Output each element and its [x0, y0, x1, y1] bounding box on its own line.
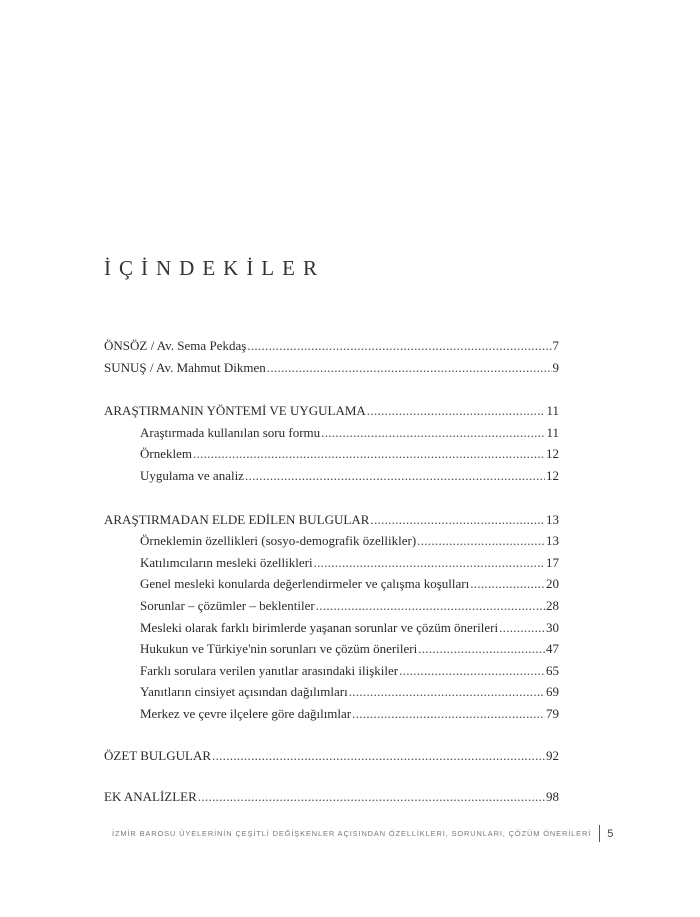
toc-page-number: 28 — [546, 597, 559, 613]
toc-entry-label: Sorunlar – çözümler – beklentiler — [140, 597, 315, 613]
toc-entry-label: ARAŞTIRMANIN YÖNTEMİ VE UYGULAMA — [104, 403, 366, 419]
toc-subentry-mesleki-ozellikler[interactable] — [104, 552, 559, 574]
toc-subentry-uygulama[interactable] — [104, 465, 559, 487]
dot-leader — [370, 509, 545, 531]
toc-subentry-iliskiler[interactable] — [104, 660, 559, 682]
toc-page-number: 13 — [546, 533, 559, 549]
toc-subentry-merkez-cevre[interactable] — [104, 703, 559, 725]
toc-page-number: 9 — [552, 359, 559, 375]
toc-page-number: 13 — [546, 511, 559, 527]
dot-leader — [417, 530, 545, 552]
toc-page-number: 79 — [546, 705, 559, 721]
dot-leader — [267, 357, 552, 379]
toc-page-number: 12 — [546, 446, 559, 462]
toc-page-number: 30 — [546, 619, 559, 635]
toc-page-number: 7 — [552, 338, 559, 353]
dot-leader — [470, 573, 545, 595]
toc-page-number: 12 — [546, 467, 559, 483]
toc-page-number: 65 — [546, 662, 559, 678]
toc-subentry-soru-formu[interactable] — [104, 422, 559, 444]
page-footer — [112, 825, 613, 842]
dot-leader — [212, 745, 545, 767]
dot-leader — [314, 552, 545, 574]
footer-divider — [599, 825, 600, 842]
toc-page-number: 47 — [546, 641, 559, 657]
toc-entry-yontem[interactable] — [104, 400, 559, 422]
toc-page-number: 20 — [546, 576, 559, 592]
toc-entry-sunus[interactable] — [104, 357, 559, 379]
toc-entry-bulgular[interactable] — [104, 509, 559, 531]
toc-entry-label: Yanıtların cinsiyet açısından dağılımları — [140, 684, 348, 700]
toc-entry-label: ARAŞTIRMADAN ELDE EDİLEN BULGULAR — [104, 511, 370, 527]
dot-leader — [418, 638, 545, 660]
toc-entry-label: Örneklemin özellikleri (sosyo-demografik özellikler) — [140, 533, 417, 549]
toc-entry-onsoz[interactable] — [104, 335, 559, 357]
dot-leader — [247, 335, 551, 357]
page-title: İÇİNDEKİLER — [104, 256, 325, 280]
dot-leader — [198, 786, 545, 808]
toc-page-number: 17 — [546, 554, 559, 570]
dot-leader — [245, 465, 545, 487]
toc-subentry-degerlendirmeler[interactable] — [104, 573, 559, 595]
dot-leader — [367, 400, 546, 422]
toc-subentry-hukuk-turkiye[interactable] — [104, 638, 559, 660]
toc-page-number: 92 — [546, 747, 559, 763]
toc-entry-label: EK ANALİZLER — [104, 789, 197, 805]
dot-leader — [352, 703, 545, 725]
toc-page-number: 11 — [546, 403, 559, 419]
page-number: 5 — [607, 827, 614, 840]
dot-leader — [399, 660, 545, 682]
toc-entry-label: Genel mesleki konularda değerlendirmeler ve çalışma koşulları — [140, 576, 470, 592]
table-of-contents — [104, 335, 559, 808]
running-title: İZMİR BAROSU ÜYELERİNİN ÇEŞİTLİ DEĞİŞKENLER AÇISINDAN ÖZELLİKLERİ, SORUNLARI, ÇÖZÜM ÖNERİLERİ — [112, 829, 592, 838]
toc-entry-label: Katılımcıların mesleki özellikleri — [140, 554, 313, 570]
toc-entry-label: SUNUŞ / Av. Mahmut Dikmen — [104, 359, 266, 375]
toc-entry-label: Merkez ve çevre ilçelere göre dağılımlar — [140, 705, 352, 721]
dot-leader — [349, 681, 545, 703]
toc-entry-label: Farklı sorulara verilen yanıtlar arasındaki ilişkiler — [140, 662, 399, 678]
toc-entry-label: Örneklem — [140, 446, 192, 462]
toc-page-number: 11 — [546, 424, 559, 440]
toc-entry-ek-analizler[interactable] — [104, 786, 559, 808]
toc-entry-label: Hukukun ve Türkiye'nin sorunları ve çözüm önerileri — [140, 641, 418, 657]
toc-page-number: 98 — [546, 789, 559, 805]
dot-leader — [316, 595, 545, 617]
toc-subentry-orneklem[interactable] — [104, 443, 559, 465]
toc-subentry-cinsiyet[interactable] — [104, 681, 559, 703]
toc-entry-label: Uygulama ve analiz — [140, 467, 244, 483]
toc-entry-label: ÖNSÖZ / Av. Sema Pekdaş — [104, 338, 247, 353]
toc-entry-label: Araştırmada kullanılan soru formu — [140, 424, 321, 440]
toc-subentry-orneklem-ozellikleri[interactable] — [104, 530, 559, 552]
toc-entry-label: ÖZET BULGULAR — [104, 747, 212, 763]
toc-subentry-sorunlar-cozumler[interactable] — [104, 595, 559, 617]
toc-entry-ozet-bulgular[interactable] — [104, 745, 559, 767]
dot-leader — [499, 617, 545, 639]
toc-entry-label: Mesleki olarak farklı birimlerde yaşanan sorunlar ve çözüm önerileri — [140, 619, 499, 635]
dot-leader — [321, 422, 545, 444]
toc-page-number: 69 — [546, 684, 559, 700]
toc-subentry-farkli-birimler[interactable] — [104, 617, 559, 639]
dot-leader — [193, 443, 545, 465]
